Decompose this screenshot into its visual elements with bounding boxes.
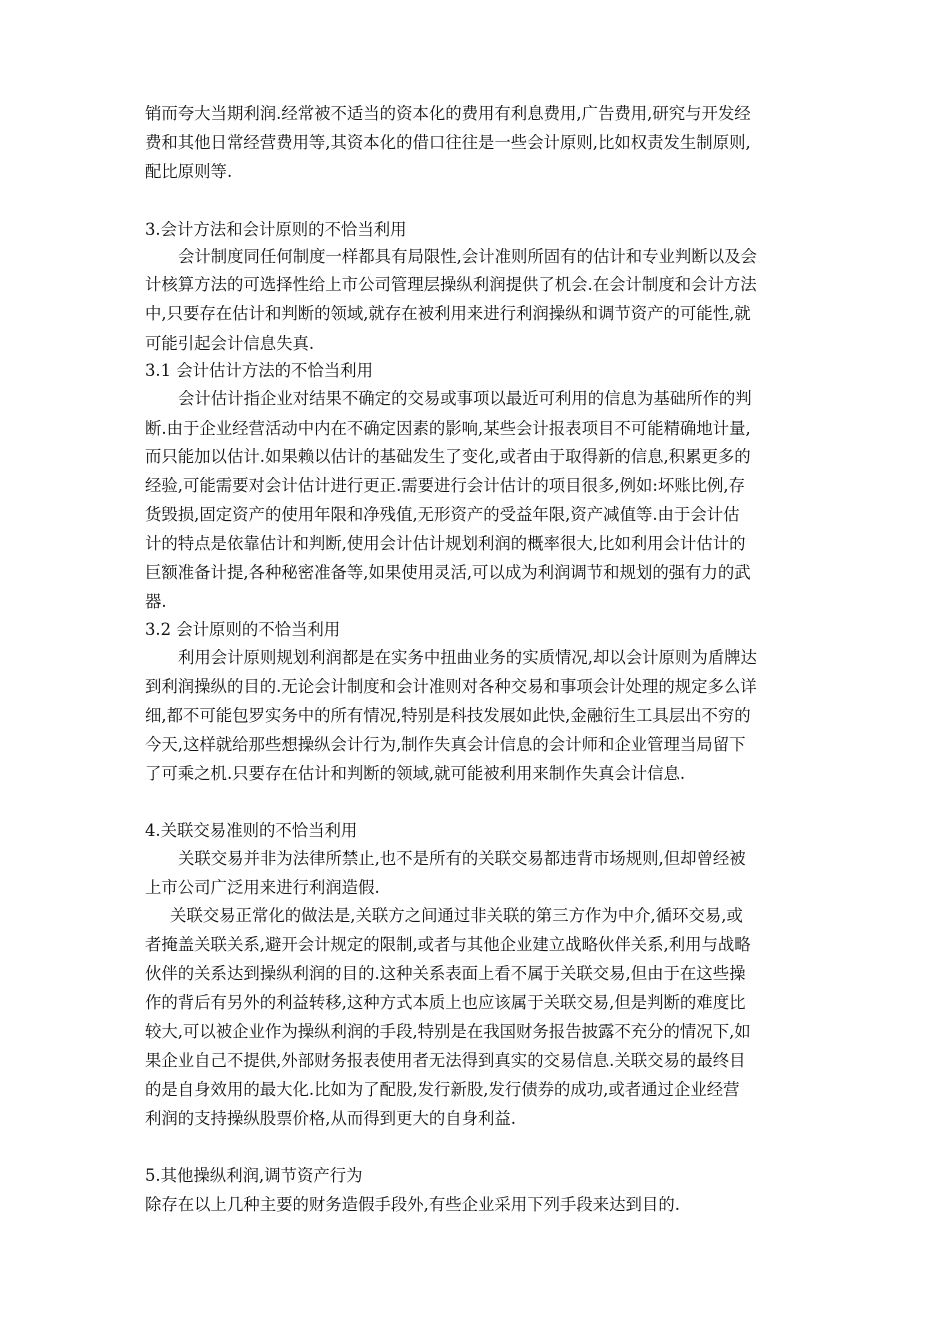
paragraph-line: 上市公司广泛用来进行利润造假. xyxy=(145,878,380,897)
paragraph-line: 配比原则等. xyxy=(145,162,233,181)
paragraph-line: 利润的支持操纵股票价格,从而得到更大的自身利益. xyxy=(145,1109,517,1128)
paragraph-line: 的是自身效用的最大化.比如为了配股,发行新股,发行债券的成功,或者通过企业经营 xyxy=(145,1080,740,1099)
subsection-heading: 3.2 会计原则的不恰当利用 xyxy=(145,620,341,639)
paragraph-line: 关联交易正常化的做法是,关联方之间通过非关联的第三方作为中介,循环交易,或 xyxy=(170,906,743,925)
section-heading: 5.其他操纵利润,调节资产行为 xyxy=(145,1166,363,1185)
paragraph-line: 计核算方法的可选择性给上市公司管理层操纵利润提供了机会.在会计制度和会计方法 xyxy=(145,275,757,294)
paragraph-line: 货毁损,固定资产的使用年限和净残值,无形资产的受益年限,资产减值等.由于会计估 xyxy=(145,505,740,524)
section-heading: 3.会计方法和会计原则的不恰当利用 xyxy=(145,220,407,239)
paragraph-line: 者掩盖关联关系,避开会计规定的限制,或者与其他企业建立战略伙伴关系,利用与战略 xyxy=(145,935,751,954)
paragraph-line: 到利润操纵的目的.无论会计制度和会计准则对各种交易和事项会计处理的规定多么详 xyxy=(145,677,757,696)
paragraph-line: 会计制度同任何制度一样都具有局限性,会计准则所固有的估计和专业判断以及会 xyxy=(178,247,757,266)
paragraph-line: 作的背后有另外的利益转移,这种方式本质上也应该属于关联交易,但是判断的难度比 xyxy=(145,993,746,1012)
paragraph-line: 伙伴的关系达到操纵利润的目的.这种关系表面上看不属于关联交易,但由于在这些操 xyxy=(145,964,746,983)
paragraph-line: 今天,这样就给那些想操纵会计行为,制作失真会计信息的会计师和企业管理当局留下 xyxy=(145,735,746,754)
subsection-heading: 3.1 会计估计方法的不恰当利用 xyxy=(145,361,373,380)
paragraph-line: 计的特点是依靠估计和判断,使用会计估计规划利润的概率很大,比如利用会计估计的 xyxy=(145,534,746,553)
paragraph-line: 较大,可以被企业作为操纵利润的手段,特别是在我国财务报告披露不充分的情况下,如 xyxy=(145,1022,751,1041)
paragraph-line: 断.由于企业经营活动中内在不确定因素的影响,某些会计报表项目不可能精确地计量, xyxy=(145,419,751,438)
paragraph-line: 了可乘之机.只要存在估计和判断的领域,就可能被利用来制作失真会计信息. xyxy=(145,764,686,783)
paragraph-line: 销而夸大当期利润.经常被不适当的资本化的费用有利息费用,广告费用,研究与开发经 xyxy=(145,104,751,123)
paragraph-line: 中,只要存在估计和判断的领域,就存在被利用来进行利润操纵和调节资产的可能性,就 xyxy=(145,304,751,323)
paragraph-line: 费和其他日常经营费用等,其资本化的借口往往是一些会计原则,比如权责发生制原则, xyxy=(145,133,751,152)
paragraph-line: 巨额准备计提,各种秘密准备等,如果使用灵活,可以成为利润调节和规划的强有力的武 xyxy=(145,563,751,582)
paragraph-line: 可能引起会计信息失真. xyxy=(145,334,315,353)
paragraph-line: 利用会计原则规划利润都是在实务中扭曲业务的实质情况,却以会计原则为盾牌达 xyxy=(178,648,757,667)
paragraph-line: 经验,可能需要对会计估计进行更正.需要进行会计估计的项目很多,例如:坏账比例,存 xyxy=(145,476,746,495)
paragraph-line: 而只能加以估计.如果赖以估计的基础发生了变化,或者由于取得新的信息,积累更多的 xyxy=(145,447,751,466)
paragraph-line: 细,都不可能包罗实务中的所有情况,特别是科技发展如此快,金融衍生工具层出不穷的 xyxy=(145,706,751,725)
paragraph-line: 会计估计指企业对结果不确定的交易或事项以最近可利用的信息为基础所作的判 xyxy=(178,389,752,408)
paragraph-line: 果企业自己不提供,外部财务报表使用者无法得到真实的交易信息.关联交易的最终目 xyxy=(145,1051,746,1070)
paragraph-line: 关联交易并非为法律所禁止,也不是所有的关联交易都违背市场规则,但却曾经被 xyxy=(178,849,746,868)
paragraph-line: 除存在以上几种主要的财务造假手段外,有些企业采用下列手段来达到目的. xyxy=(145,1195,680,1214)
section-heading: 4.关联交易准则的不恰当利用 xyxy=(145,821,358,840)
paragraph-line: 器. xyxy=(145,592,167,611)
